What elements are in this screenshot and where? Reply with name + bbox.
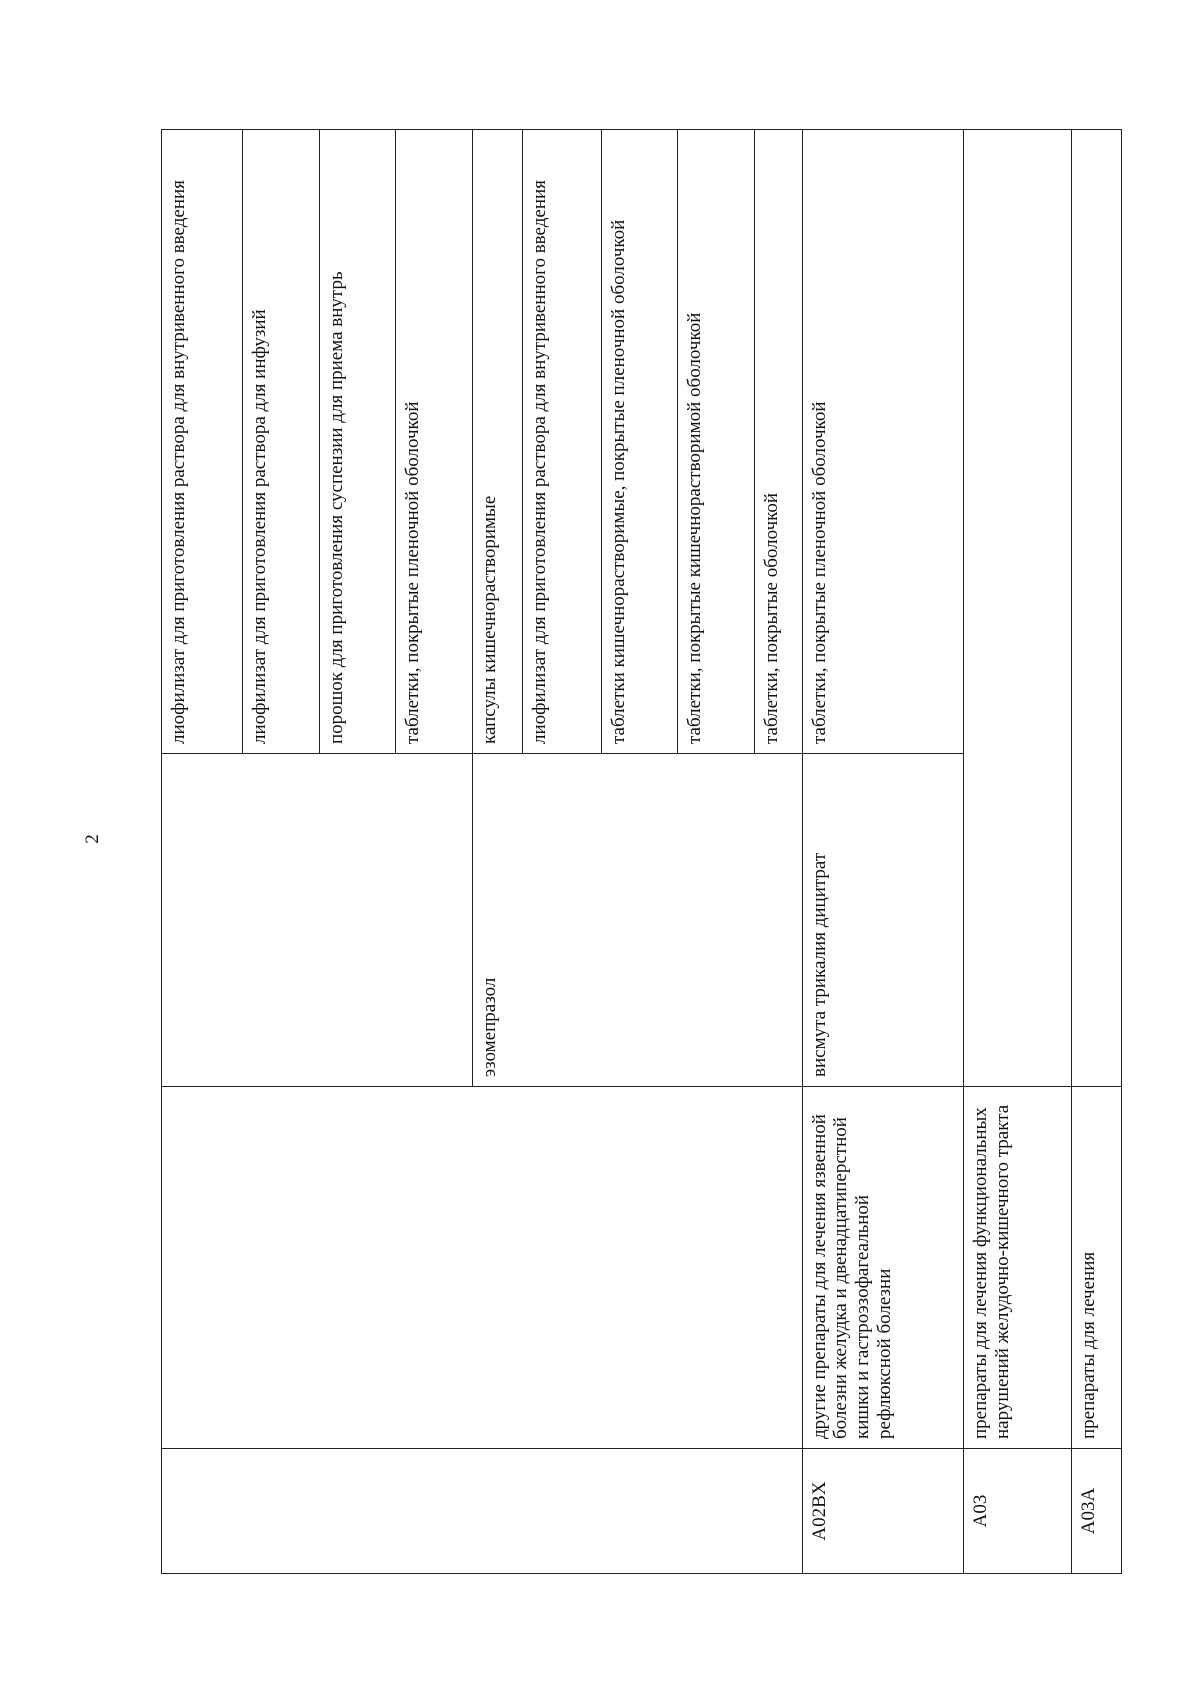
group-cell: препараты для лечения функциональных нарушений желудочно-кишечного тракта <box>964 1087 1072 1449</box>
form-cell: таблетки, покрытые пленочной оболочкой <box>802 130 964 754</box>
form-cell: лиофилизат для приготовления раствора для инфузий <box>242 130 319 754</box>
drug-cell: висмута трикалия дицитрат <box>802 754 964 1087</box>
code-cell <box>162 1449 473 1574</box>
form-cell: капсулы кишечнорастворимые <box>472 130 522 754</box>
drug-cell: эзомепразол <box>472 754 802 1087</box>
empty-cell <box>964 130 1072 1087</box>
code-cell: A03A <box>1072 1449 1122 1574</box>
drug-table <box>161 129 1122 1574</box>
form-cell: лиофилизат для приготовления раствора для внутривенного введения <box>162 130 243 754</box>
form-cell: таблетки, покрытые кишечнорастворимой оболочкой <box>678 130 755 754</box>
form-cell: таблетки, покрытые оболочкой <box>754 130 802 754</box>
form-cell: лиофилизат для приготовления раствора для внутривенного введения <box>522 130 601 754</box>
table-row <box>802 130 964 1574</box>
code-cell <box>472 1449 802 1574</box>
group-cell <box>162 1087 803 1449</box>
table-row <box>964 130 1072 1574</box>
empty-cell <box>1072 130 1122 1087</box>
rotated-table-wrapper <box>161 130 1122 1574</box>
group-cell: препараты для лечения <box>1072 1087 1122 1449</box>
code-cell: A03 <box>964 1449 1072 1574</box>
code-cell: A02BX <box>802 1449 964 1574</box>
form-cell: таблетки кишечнорастворимые, покрытые пленочной оболочкой <box>601 130 678 754</box>
drug-cell <box>162 754 473 1087</box>
form-cell: таблетки, покрытые пленочной оболочкой <box>396 130 473 754</box>
form-cell: порошок для приготовления суспензии для приема внутрь <box>319 130 396 754</box>
table-row <box>162 130 243 1574</box>
table-row <box>1072 130 1122 1574</box>
group-cell: другие препараты для лечения язвенной болезни желудка и двенадцатиперстной кишки и гастроэзофагеальной рефлюксной болезни <box>802 1087 964 1449</box>
page-number: 2 <box>81 834 103 844</box>
